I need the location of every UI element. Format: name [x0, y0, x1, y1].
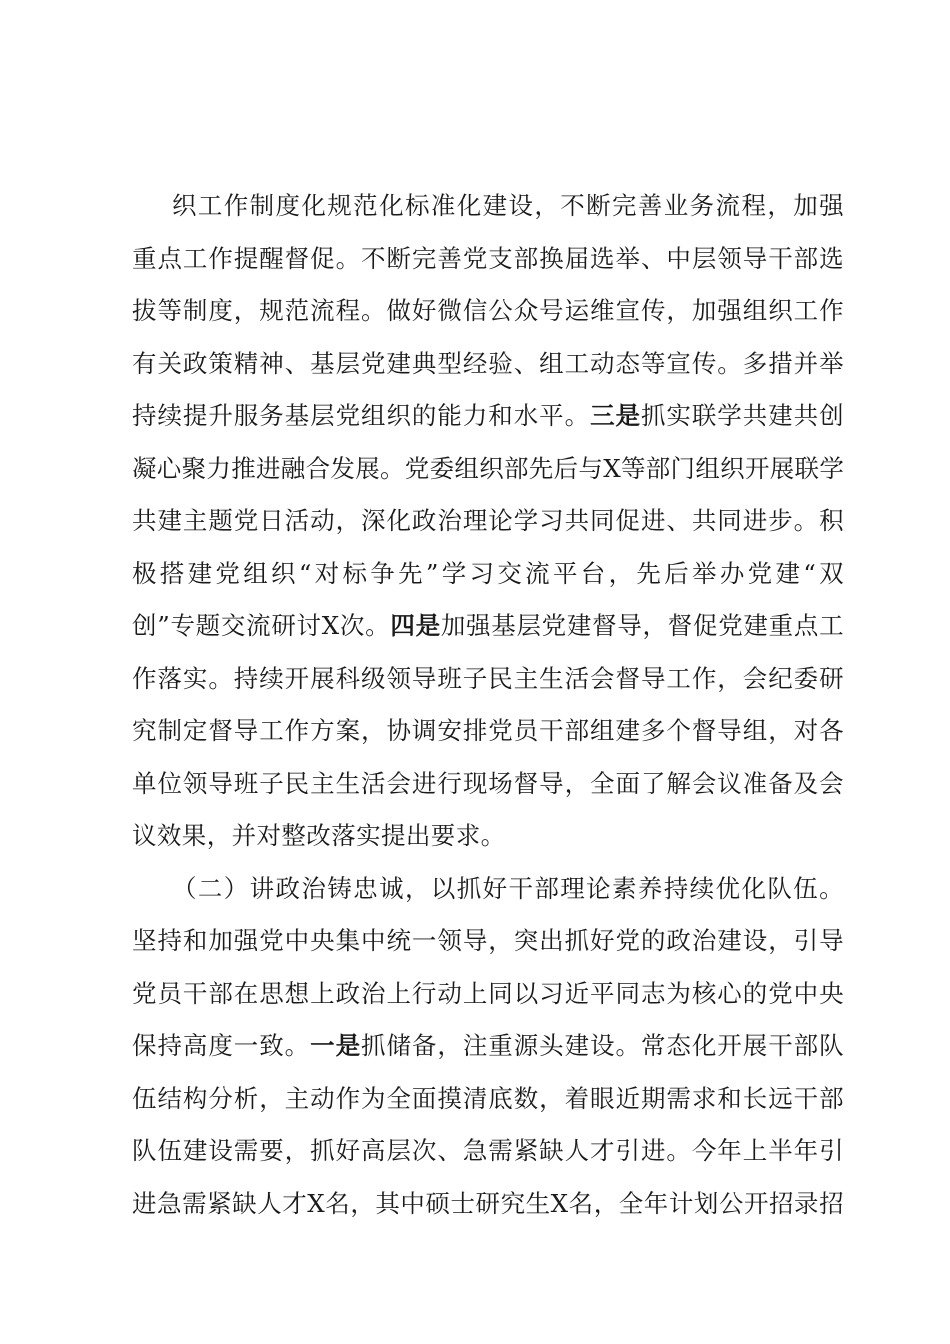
text-segment: 保持高度一致。	[132, 1031, 311, 1060]
text-line: 作落实。持续开展科级领导班子民主生活会督导工作，会纪委研	[132, 663, 844, 693]
text-line: 有关政策精神、基层党建典型经验、组工动态等宣传。多措并举	[132, 348, 844, 378]
text-line: 重点工作提醒督促。不断完善党支部换届选举、中层领导干部选	[132, 243, 844, 273]
bold-marker-one: 一是	[310, 1031, 362, 1060]
bold-marker-three: 三是	[590, 401, 641, 430]
text-line	[132, 390, 844, 443]
text-line: 究制定督导工作方案，协调安排党员干部组建多个督导组，对各	[132, 716, 844, 745]
paragraph-2	[132, 863, 844, 1231]
text-segment: 持续提升服务基层党组织的能力和水平。	[132, 401, 591, 430]
section-heading-line: （二）讲政治铸忠诚，以抓好干部理论素养持续优化队伍。	[172, 873, 844, 903]
bold-marker-four: 四是	[390, 611, 441, 640]
text-segment: 加强基层党建督导，督促党建重点工	[440, 611, 844, 640]
text-line: 拔等制度，规范流程。做好微信公众号运维宣传，加强组织工作	[132, 296, 844, 325]
text-line: 议效果，并对整改落实提出要求。	[132, 821, 506, 850]
text-segment: 创”专题交流研讨X次。	[132, 611, 391, 640]
text-segment: 抓储备，注重源头建设。常态化开展干部队	[361, 1031, 844, 1060]
text-line	[132, 600, 844, 653]
text-line: 党员干部在思想上政治上行动上同以习近平同志为核心的党中央	[132, 978, 844, 1008]
text-line: 队伍建设需要，抓好高层次、急需紧缺人才引进。今年上半年引	[132, 1136, 844, 1165]
paragraph-1	[132, 180, 844, 863]
text-segment: 抓实联学共建共创	[640, 401, 845, 430]
text-line: 单位领导班子民主生活会进行现场督导，全面了解会议准备及会	[132, 768, 844, 798]
text-line: 共建主题党日活动，深化政治理论学习共同促进、共同进步。积	[132, 506, 844, 535]
text-line: 坚持和加强党中央集中统一领导，突出抓好党的政治建设，引导	[132, 926, 844, 955]
text-line: 极搭建党组织“对标争先”学习交流平台，先后举办党建“双	[132, 558, 844, 588]
text-line: 凝心聚力推进融合发展。党委组织部先后与X等部门组织开展联学	[132, 453, 844, 483]
text-line: 进急需紧缺人才X名，其中硕士研究生X名，全年计划公开招录招	[132, 1188, 844, 1218]
text-line	[132, 1020, 844, 1073]
text-line: 织工作制度化规范化标准化建设，不断完善业务流程，加强	[172, 191, 844, 220]
text-line: 伍结构分析，主动作为全面摸清底数，着眼近期需求和长远干部	[132, 1083, 844, 1113]
document-body	[132, 180, 844, 1230]
